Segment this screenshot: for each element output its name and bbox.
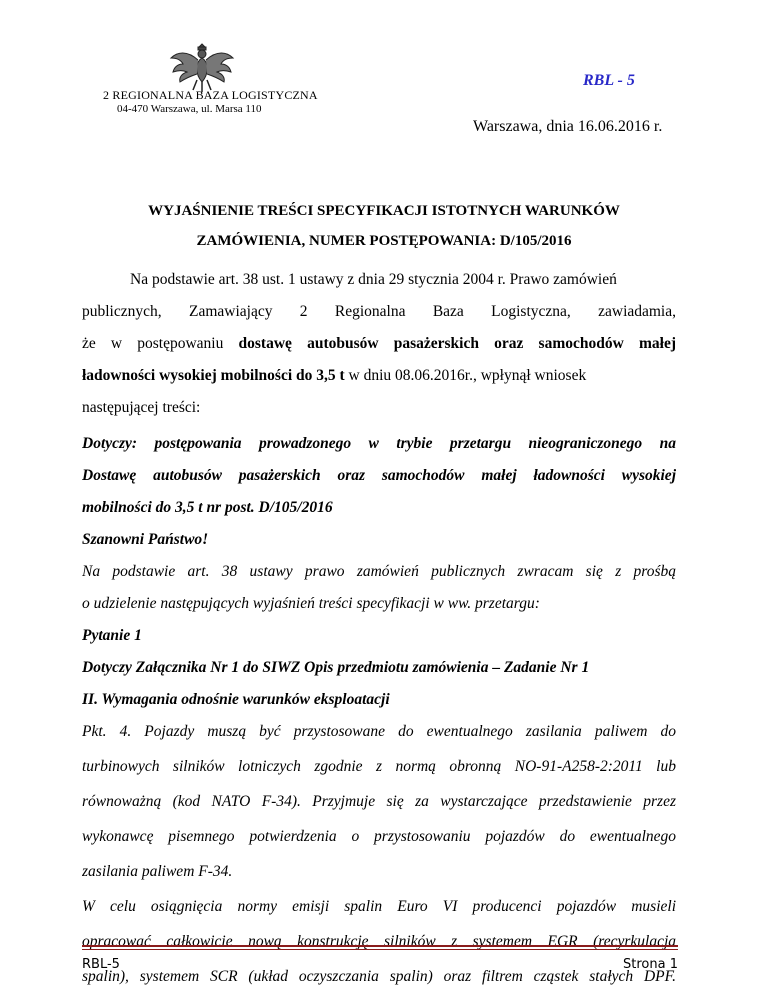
emission-line: spalin), systemem SCR (układ oczyszczania spalin) oraz filtrem cząstek stałych DPF. xyxy=(82,968,676,985)
footer-reference: RBL-5 xyxy=(82,957,120,972)
document-title-line-2: ZAMÓWIENIA, NUMER POSTĘPOWANIA: D/105/2016 xyxy=(196,233,572,249)
request-line: o udzielenie następujących wyjaśnień treści specyfikacji w ww. przetargu: xyxy=(82,595,540,612)
point-line: Pkt. 4. Pojazdy muszą być przystosowane do ewentualnego zasilania paliwem do xyxy=(82,723,676,740)
emission-line: W celu osiągnięcia normy emisji spalin Euro VI producenci pojazdów musieli xyxy=(82,898,676,915)
point-line: turbinowych silników lotniczych zgodnie z normą obronną NO-91-A258-2:2011 lub xyxy=(82,758,676,775)
letter-content xyxy=(82,428,676,996)
subject-line: Dotyczy: postępowania prowadzonego w trybie przetargu nieograniczonego na xyxy=(82,435,676,452)
footer-divider xyxy=(82,949,678,950)
intro-line xyxy=(82,360,676,392)
document-title-line-1: WYJAŚNIENIE TREŚCI SPECYFIKACJI ISTOTNYCH WARUNKÓW xyxy=(148,203,620,219)
point-line: równoważną (kod NATO F-34). Przyjmuje się za wystarczające przedstawienie przez xyxy=(82,793,676,810)
intro-line: Na podstawie art. 38 ust. 1 ustawy z dnia 29 stycznia 2004 r. Prawo zamówień xyxy=(130,271,617,288)
intro-paragraph xyxy=(82,264,676,424)
footer-divider xyxy=(82,945,678,947)
intro-line xyxy=(82,328,676,360)
page-number: Strona 1 xyxy=(623,957,678,972)
emission-line: opracować całkowicie nową konstrukcję silników z systemem EGR (recyrkulacja xyxy=(82,933,676,950)
organization-name: 2 REGIONALNA BAZA LOGISTYCZNA xyxy=(103,88,318,102)
intro-line: następującej treści: xyxy=(82,399,201,416)
eagle-emblem-icon xyxy=(169,40,235,94)
intro-text: że w postępowaniu xyxy=(82,335,239,352)
subject-line: mobilności do 3,5 t nr post. D/105/2016 xyxy=(82,499,333,516)
request-line: Na podstawie art. 38 ustawy prawo zamówień publicznych zwracam się z prośbą xyxy=(82,563,676,580)
organization-address: 04-470 Warszawa, ul. Marsa 110 xyxy=(117,103,262,115)
point-line: wykonawcę pisemnego potwierdzenia o przystosowaniu pojazdów do ewentualnego xyxy=(82,828,676,845)
intro-line: publicznych, Zamawiający 2 Regionalna Baza Logistyczna, zawiadamia, xyxy=(82,303,676,320)
question-heading: Pytanie 1 xyxy=(82,627,142,644)
intro-emphasis: dostawę autobusów pasażerskich oraz samochodów małej xyxy=(238,335,676,352)
subject-line: Dostawę autobusów pasażerskich oraz samochodów małej ładowności wysokiej xyxy=(82,467,676,484)
date-line: Warszawa, dnia 16.06.2016 r. xyxy=(473,118,663,135)
salutation: Szanowni Państwo! xyxy=(82,531,209,548)
question-reference: Dotyczy Załącznika Nr 1 do SIWZ Opis przedmiotu zamówienia – Zadanie Nr 1 xyxy=(82,659,590,676)
intro-emphasis: ładowności wysokiej mobilności do 3,5 t xyxy=(82,367,345,384)
document-reference: RBL - 5 xyxy=(583,72,635,89)
question-section: II. Wymagania odnośnie warunków eksploatacji xyxy=(82,691,390,708)
point-line: zasilania paliwem F-34. xyxy=(82,863,233,880)
intro-text: w dniu 08.06.2016r., wpłynął wniosek xyxy=(344,367,587,384)
